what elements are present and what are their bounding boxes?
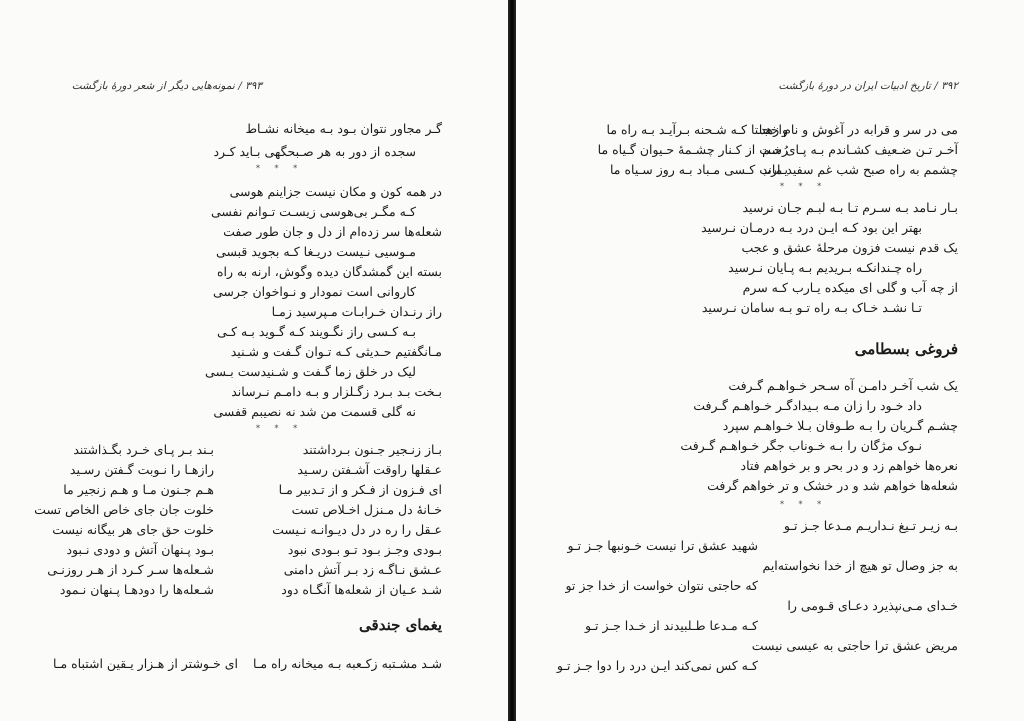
section-title: یغمای جندقی xyxy=(359,616,442,634)
verse-line: خـدای مـی‌نپذیرد دعـای قـومی را xyxy=(787,598,958,613)
verse-line: شعله‌ها سر زده‌ام از دل و جان طور صفت xyxy=(223,224,442,239)
couplet-left: بـود پـنهان آتش و دودی نـبود xyxy=(66,542,214,557)
verse-line: کـه مـدعا طـلبیدند از خـدا جـز تـو xyxy=(584,618,758,633)
verse-line: داد خـود را زان مـه بـیدادگـر خـواهـم گـرفت xyxy=(693,398,922,413)
right-page xyxy=(516,0,1024,721)
verse-line: راز رنـدان خـرابـات مـپرسید زمـا xyxy=(271,304,442,319)
verse-line: کـه مگـر بی‌هوسی زیسـت تـوانم نفسی xyxy=(210,204,416,219)
verse-line: بـه زیـر تـیغ نـداریـم مـدعا جـز تـو xyxy=(783,518,958,533)
couplet-right: عـشق نـاگـه زد بـر آتش دامنی xyxy=(283,562,442,577)
verse-line: سجده از دور به هر صـبحگهی بـاید کـرد xyxy=(213,144,416,159)
section-separator: * * * xyxy=(780,182,828,191)
verse-line: نعره‌ها خواهم زد و در بحر و بر خواهم فتاد xyxy=(740,458,958,473)
couplet-right: ای فـزون از فـکر و از تـدبیر مـا xyxy=(278,482,442,497)
verse-line: به جز وصال تو هیچ از خدا نخواسته‌ایم xyxy=(762,558,958,573)
section-separator: * * * xyxy=(256,424,304,433)
section-title: فروغی بسطامی xyxy=(854,340,958,358)
verse-line: شهید عشق ترا نیست خـونبها جـز تـو xyxy=(567,538,758,553)
couplet-left: واخجلتا کـه شـحنه بـرآیـد بـه راه ما xyxy=(606,122,788,137)
couplet-right: بـاز زنـجیر جـنون بـرداشتند xyxy=(302,442,442,457)
verse-line: چشـم گـریان را بـه طـوفان بـلا خـواهـم سپرد xyxy=(722,418,958,433)
couplet-right: شـد مشـتبه زکـعبه بـه میخانه راه مـا xyxy=(252,656,442,671)
verse-line: مـوسیی نـیست دریـغا کـه بجوید قبسی xyxy=(216,244,416,259)
section-separator: * * * xyxy=(780,500,828,509)
section-separator: * * * xyxy=(256,164,304,173)
couplet-left: ای خـوشتر از هـزار یـقین اشتباه مـا xyxy=(52,656,238,671)
verse-line: شعله‌ها خواهم شد و در خشک و تر خواهم گرفت xyxy=(707,478,958,493)
verse-line: یک قدم نیست فزون مرحلهٔ عشق و عجب xyxy=(741,240,958,255)
couplet-left: رُست از کـنار چشـمهٔ حـیوان گـیاه ما xyxy=(597,142,788,157)
couplet-right: شـد عـیان از شعله‌ها آنگـاه دود xyxy=(281,582,442,597)
verse-line: که حاجتی نتوان خواست از خدا جز تو xyxy=(565,578,758,593)
verse-line: نه گلی قسمت من شد نه نصیبم قفسی xyxy=(213,404,416,419)
couplet-right: خـانهٔ دل مـنزل اخـلاص تست xyxy=(291,502,442,517)
verse-line: در همه کون و مکان نیست جزاینم هوسی xyxy=(229,184,442,199)
couplet-left: هـم جـنون مـا و هـم زنجیر ما xyxy=(63,482,214,497)
verse-line: گـر مجاور نتوان بـود بـه میخانه نشـاط xyxy=(245,121,442,136)
couplet-left: رازهـا را نـوبت گـفتن رسـید xyxy=(69,462,214,477)
couplet-right: چشمم به راه صبح شب غم سفید ماند xyxy=(761,162,958,177)
verse-line: کـه کس نمی‌کند ایـن درد را دوا جـز تـو xyxy=(556,658,758,673)
verse-line: نـوک مژگان را بـه خـوناب جگر خـواهـم گـرفت xyxy=(680,438,922,453)
book-spine xyxy=(508,0,516,721)
page-header: ۳۹۲ / تاریخ ادبیات ایران در دورهٔ بازگشت xyxy=(778,80,958,92)
verse-line: بـار نـامد بـه سـرم تـا بـه لبـم جـان نرسید xyxy=(742,200,958,215)
verse-line: کاروانی است نمودار و نـواخوان جرسی xyxy=(213,284,416,299)
verse-line: بـخت بـد بـرد زگـلزار و بـه دامـم نـرساند xyxy=(231,384,442,399)
couplet-left: بـند بـر پـای خـرد بگـذاشتند xyxy=(73,442,214,457)
couplet-right: عـقل را ره در دل دیـوانـه نـیست xyxy=(272,522,442,537)
verse-line: راه چـندانکـه بـریدیم بـه پـایان نـرسید xyxy=(728,260,922,275)
verse-line: مـانگفتیم حـدیثی کـه تـوان گـفت و شـنید xyxy=(230,344,442,359)
verse-line: مریض عشق ترا حاجتی به عیسی نیست xyxy=(751,638,958,653)
left-page xyxy=(0,0,508,721)
verse-line: لیک در خلق زما گـفت و شـنیدست بـسی xyxy=(205,364,416,379)
couplet-left: شـعله‌ها را دودهـا پـنهان نـمود xyxy=(59,582,214,597)
couplet-right: عـقلها راوقت آشـفتن رسـید xyxy=(297,462,442,477)
couplet-right: آخـر تـن ضـعیف کشـاندم بـه پـای خـم xyxy=(762,142,958,157)
couplet-left: خلوت حق جای هر بیگانه نیست xyxy=(52,522,214,537)
verse-line: بـه کـسی راز نگـویند کـه گـوید بـه کـی xyxy=(217,324,416,339)
couplet-left: خلوت جان جای خاص الخاص تست xyxy=(34,502,214,517)
verse-line: بهتر این بود کـه ایـن درد بـه درمـان نـرسید xyxy=(701,220,922,235)
verse-line: بسته این گمشدگان دیده وگوش، ارنه به راه xyxy=(216,264,442,279)
verse-line: یک شب آخـر دامـن آه سـحر خـواهـم گـرفت xyxy=(728,378,958,393)
verse-line: از چه آب و گلی ای میکده یـارب کـه سرم xyxy=(742,280,958,295)
couplet-left: یـارب کـسی مـباد بـه روز سـیاه ما xyxy=(609,162,788,177)
couplet-left: شـعله‌ها سـر کـرد از هـر روزنـی xyxy=(47,562,214,577)
couplet-right: بـودی وجـز بـود تـو بـودی نبود xyxy=(287,542,442,557)
couplet-right: می در سر و قرابه در آغوش و نام زهد xyxy=(760,122,958,137)
page-header: ۳۹۳ / نمونه‌هایی دیگر از شعر دورهٔ بازگشت xyxy=(71,80,262,92)
verse-line: تـا نشـد خـاک بـه راه تـو بـه سامان نـرسید xyxy=(701,300,922,315)
